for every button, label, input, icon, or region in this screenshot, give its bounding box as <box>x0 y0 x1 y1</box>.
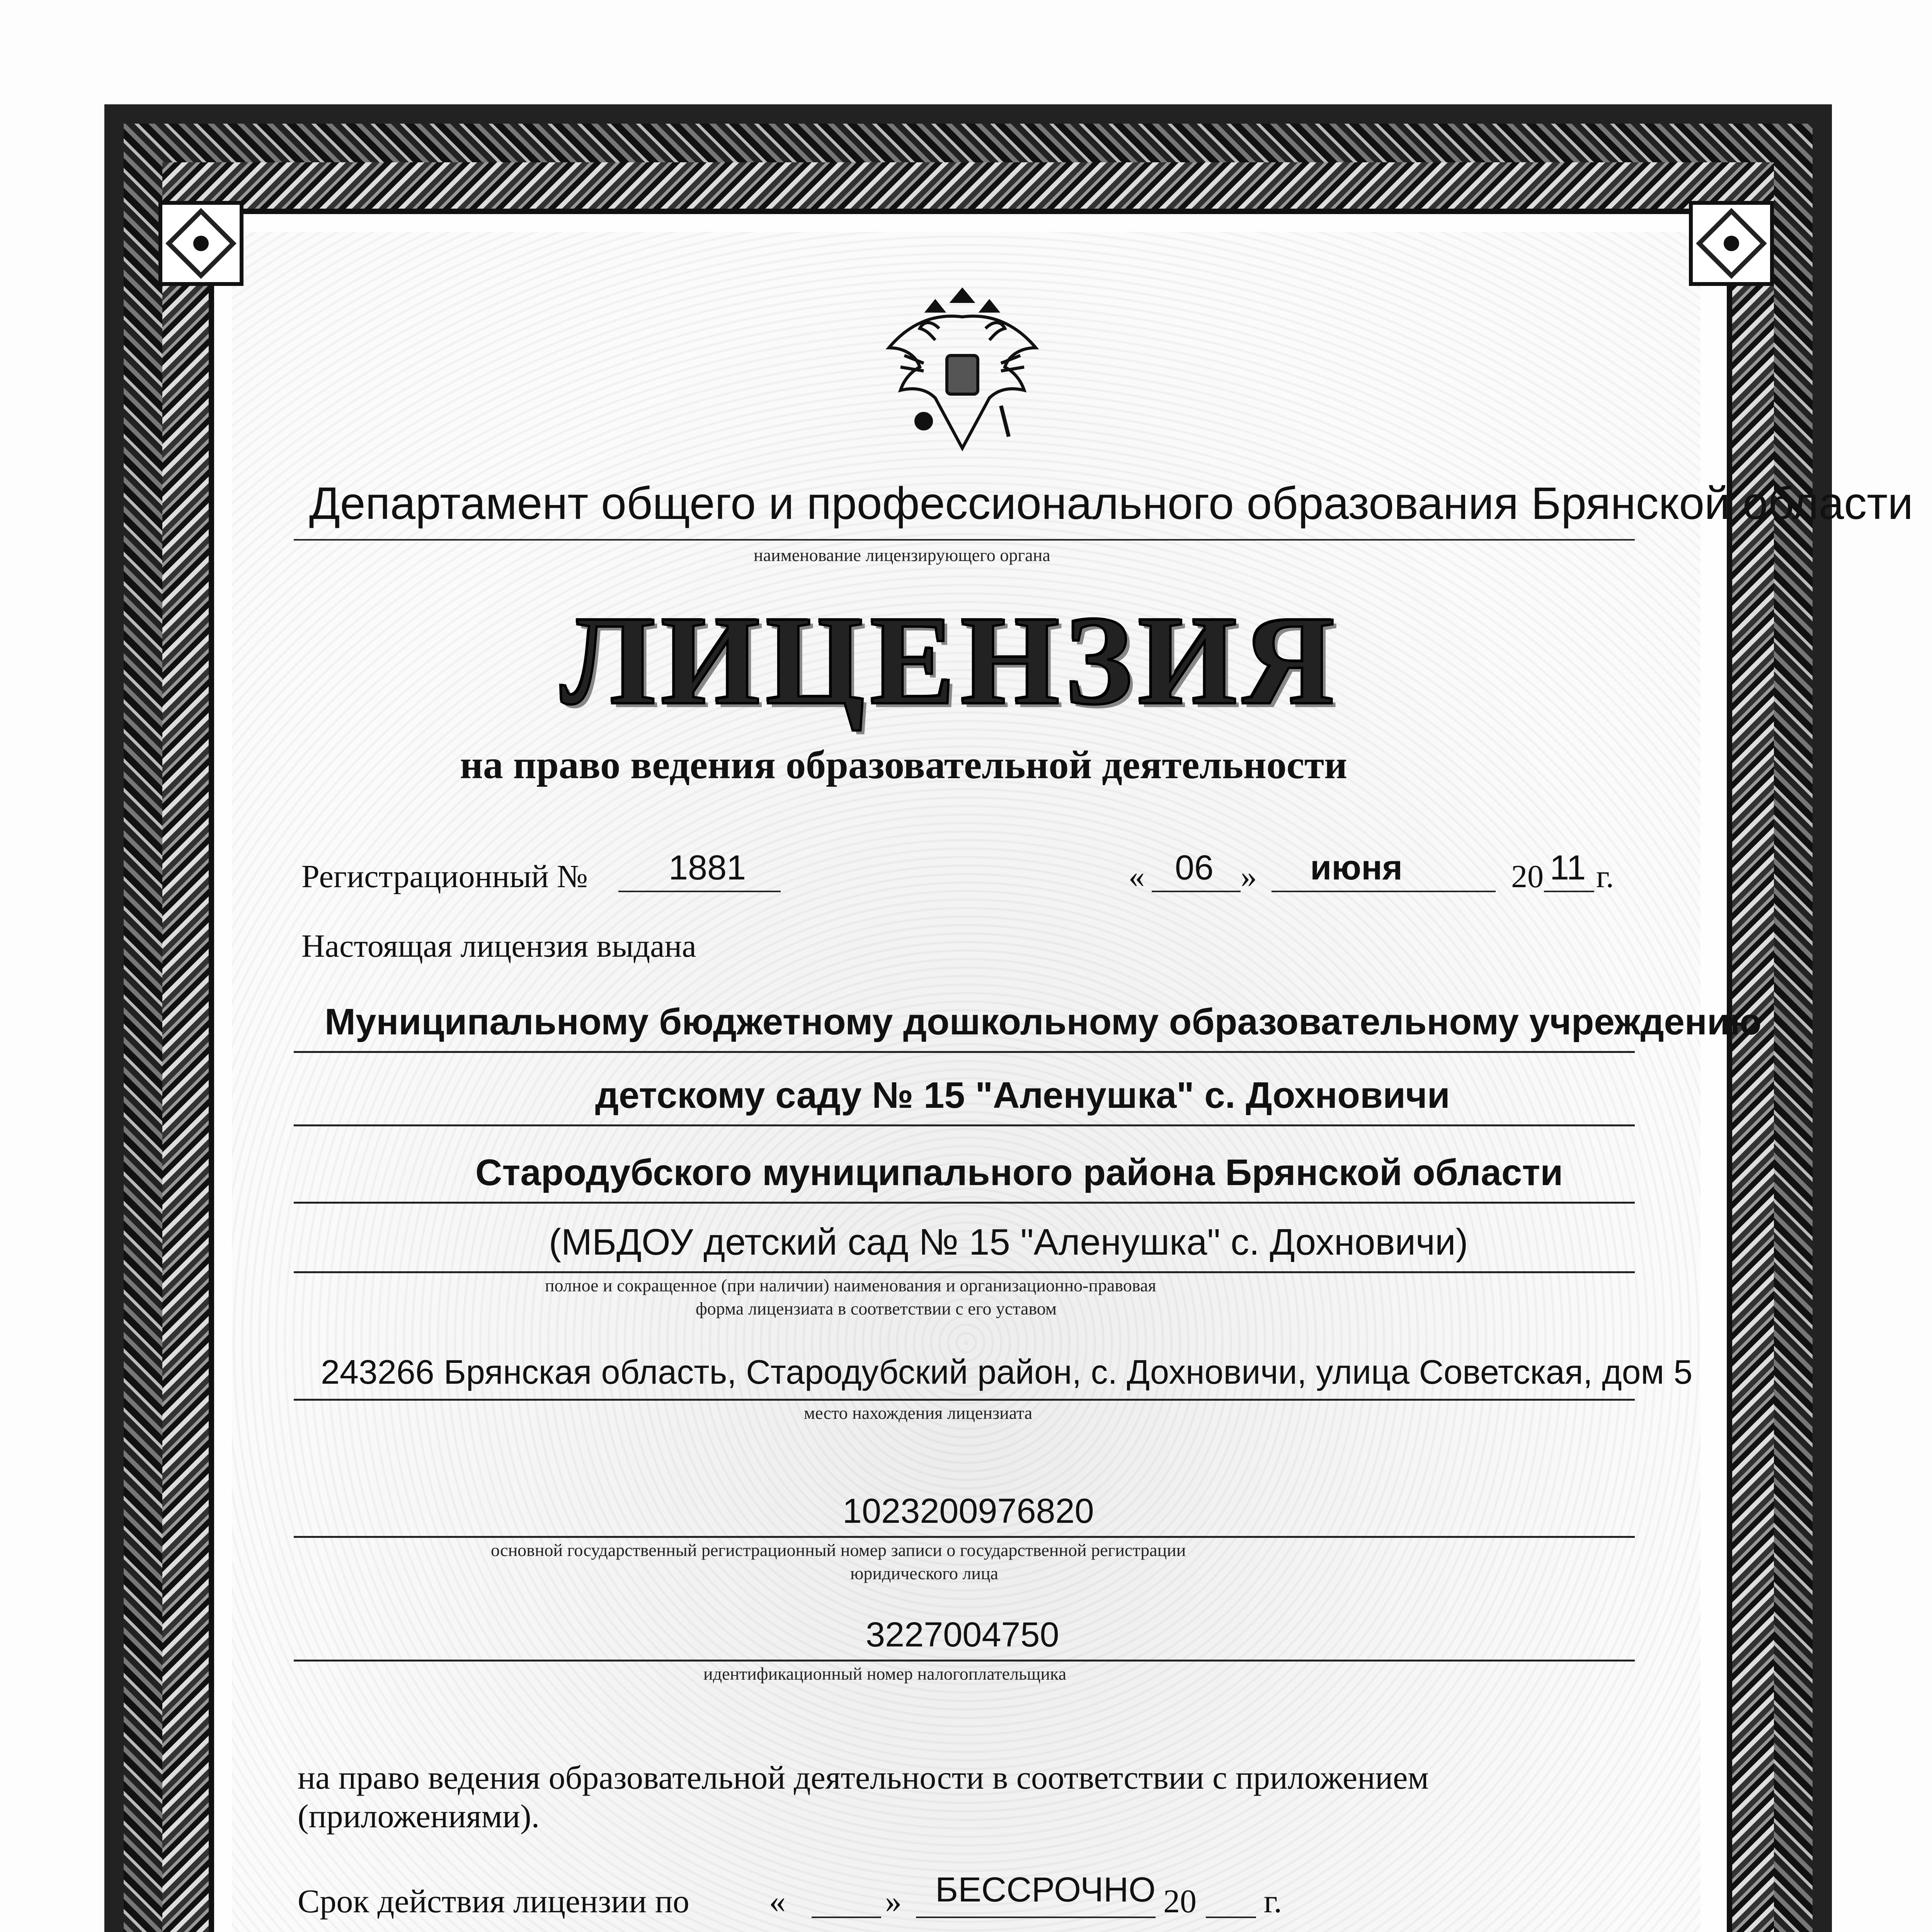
ogrn-value: 1023200976820 <box>843 1492 1094 1531</box>
corner-ornament-top-left <box>158 201 243 286</box>
ogrn-caption-1: основной государственный регистрационный номер записи о государственной регистрации <box>491 1540 1186 1560</box>
licensee-line-2-underline <box>294 1124 1635 1126</box>
corner-ornament-top-right <box>1689 201 1774 286</box>
ogrn-caption-2: юридического лица <box>850 1563 998 1583</box>
issued-to-label: Настоящая лицензия выдана <box>301 928 696 964</box>
validity-value-underline <box>916 1917 1156 1918</box>
licensee-name-caption-2: форма лицензиата в соответствии с его уставом <box>696 1299 1057 1318</box>
inn-underline <box>294 1660 1635 1662</box>
registration-month: июня <box>1310 849 1403 887</box>
registration-number-underline <box>618 891 781 892</box>
activity-text-line-2: (приложениями). <box>298 1798 540 1835</box>
validity-label: Срок действия лицензии по <box>298 1883 689 1920</box>
validity-quote-open: « <box>769 1883 786 1920</box>
address-underline <box>294 1399 1635 1401</box>
validity-quote-close: » <box>885 1883 902 1920</box>
activity-text-line-1: на право ведения образовательной деятельности в соответствии с приложением <box>298 1759 1429 1796</box>
registration-month-underline <box>1272 891 1496 892</box>
document-subtitle: на право ведения образовательной деятельности <box>460 743 1348 787</box>
licensee-address: 243266 Брянская область, Стародубский район, с. Дохновичи, улица Советская, дом 5 <box>321 1353 1693 1391</box>
validity-year-underline <box>1206 1917 1256 1918</box>
validity-year-unit: г. <box>1264 1883 1282 1920</box>
address-caption: место нахождения лицензиата <box>804 1403 1033 1423</box>
registration-year-underline <box>1544 891 1594 892</box>
licensee-name-line-2: детскому саду № 15 "Аленушка" с. Дохновичи <box>595 1075 1450 1116</box>
registration-year-suffix: 11 <box>1550 849 1586 887</box>
date-quote-open: « <box>1129 859 1145 895</box>
validity-year-prefix: 20 <box>1163 1883 1197 1920</box>
licensee-name-line-1: Муниципальному бюджетному дошкольному образовательному учреждению <box>325 1001 1762 1043</box>
licensee-name-line-3: Стародубского муниципального района Брянской области <box>475 1152 1563 1193</box>
inn-caption: идентификационный номер налогоплательщика <box>703 1664 1067 1684</box>
registration-day-underline <box>1152 891 1241 892</box>
validity-day-underline <box>812 1917 881 1918</box>
validity-value: БЕССРОЧНО <box>935 1871 1156 1909</box>
date-quote-close: » <box>1241 859 1257 895</box>
authority-underline <box>294 539 1635 541</box>
licensing-authority-name: Департамент общего и профессионального образования Брянской области <box>309 478 1913 529</box>
licensee-name-caption-1: полное и сокращенное (при наличии) наименования и организационно-правовая <box>545 1276 1156 1295</box>
registration-label: Регистрационный № <box>301 859 588 895</box>
licensee-short-name-underline <box>294 1271 1635 1273</box>
inn-value: 3227004750 <box>866 1616 1059 1654</box>
licensee-line-1-underline <box>294 1051 1635 1053</box>
licensee-short-name: (МБДОУ детский сад № 15 "Аленушка" с. Дохновичи) <box>549 1221 1468 1263</box>
authority-caption: наименование лицензирующего органа <box>754 545 1050 565</box>
ogrn-underline <box>294 1536 1635 1538</box>
registration-day: 06 <box>1175 849 1214 887</box>
document-title: ЛИЦЕНЗИЯ <box>560 590 1340 731</box>
registration-year-unit: г. <box>1596 859 1614 895</box>
registration-year-prefix: 20 <box>1511 859 1544 895</box>
coat-of-arms-emblem <box>866 270 1059 464</box>
licensee-line-3-underline <box>294 1202 1635 1204</box>
registration-number: 1881 <box>669 849 746 887</box>
